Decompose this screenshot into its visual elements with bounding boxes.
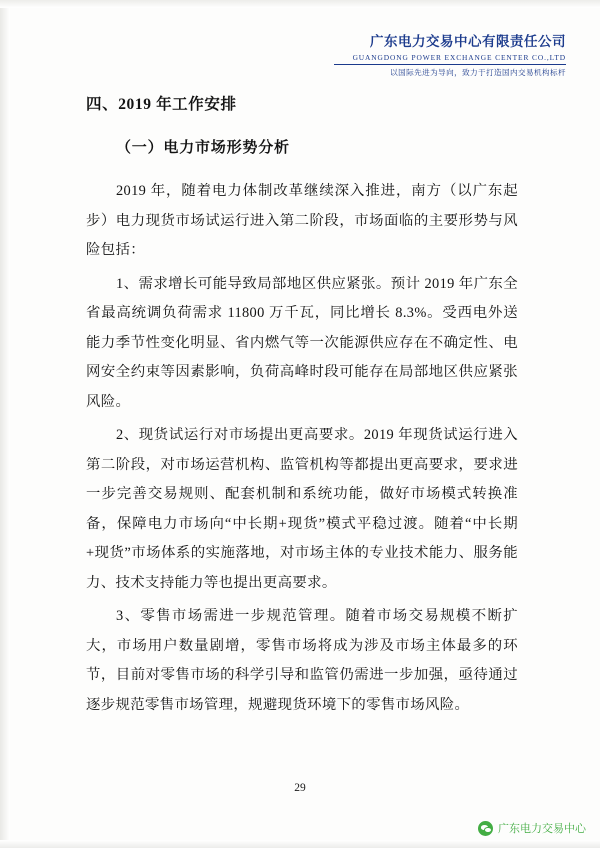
page-edge-shadow-top bbox=[0, 0, 600, 8]
document-header bbox=[236, 34, 566, 78]
paragraph: 3、零售市场需进一步规范管理。随着市场交易规模不断扩大，市场用户数量剧增，零售市场将成为涉及市场主体最多的环节，目前对零售市场的科学引导和监管仍需进一步加强，亟待通过逐步规范零售市场管理，规避现货环境下的零售市场风险。 bbox=[86, 608, 518, 713]
paragraph: 2、现货试运行对市场提出更高要求。2019 年现货试运行进入第二阶段，对市场运营机构、监管机构等都提出更高要求，要求进一步完善交易规则、配套机制和系统功能，做好市场模式转换准备，保障电力市场向“中长期+现货”模式平稳过渡。随着“中长期+现货”市场体系的实施落地，对市场主体的专业技术能力、服务能力、技术支持能力等也提出更高要求。 bbox=[86, 427, 518, 591]
company-name-en: GUANGDONG POWER EXCHANGE CENTER CO.,LTD bbox=[352, 52, 566, 62]
document-body bbox=[86, 92, 518, 724]
page-edge-shadow-bottom bbox=[0, 840, 600, 848]
subsection-heading: （一）电力市场形势分析 bbox=[116, 140, 290, 156]
watermark-label: 广东电力交易中心 bbox=[498, 823, 586, 835]
section-heading: 四、2019 年工作安排 bbox=[86, 96, 237, 113]
wechat-icon bbox=[478, 821, 493, 836]
header-divider bbox=[334, 64, 566, 65]
page-edge-shadow-left bbox=[0, 0, 10, 848]
page-number: 29 bbox=[294, 782, 306, 794]
company-name-cn: 广东电力交易中心有限责任公司 bbox=[370, 34, 566, 49]
paragraph: 1、需求增长可能导致局部地区供应紧张。预计 2019 年广东全省最高统调负荷需求 11800 万千瓦，同比增长 8.3%。受西电外送能力季节性变化明显、省内燃气等一次能源供应存在不确定性、电网安全约束等因素影响，负荷高峰时段可能存在局部地区供应紧张风险。 bbox=[86, 275, 518, 410]
watermark-badge bbox=[478, 820, 586, 836]
paragraph: 2019 年，随着电力体制改革继续深入推进，南方（以广东起步）电力现货市场试运行进入第二阶段，市场面临的主要形势与风险包括： bbox=[86, 183, 518, 258]
company-slogan: 以国际先进为导向，致力于打造国内交易机构标杆 bbox=[390, 67, 566, 77]
